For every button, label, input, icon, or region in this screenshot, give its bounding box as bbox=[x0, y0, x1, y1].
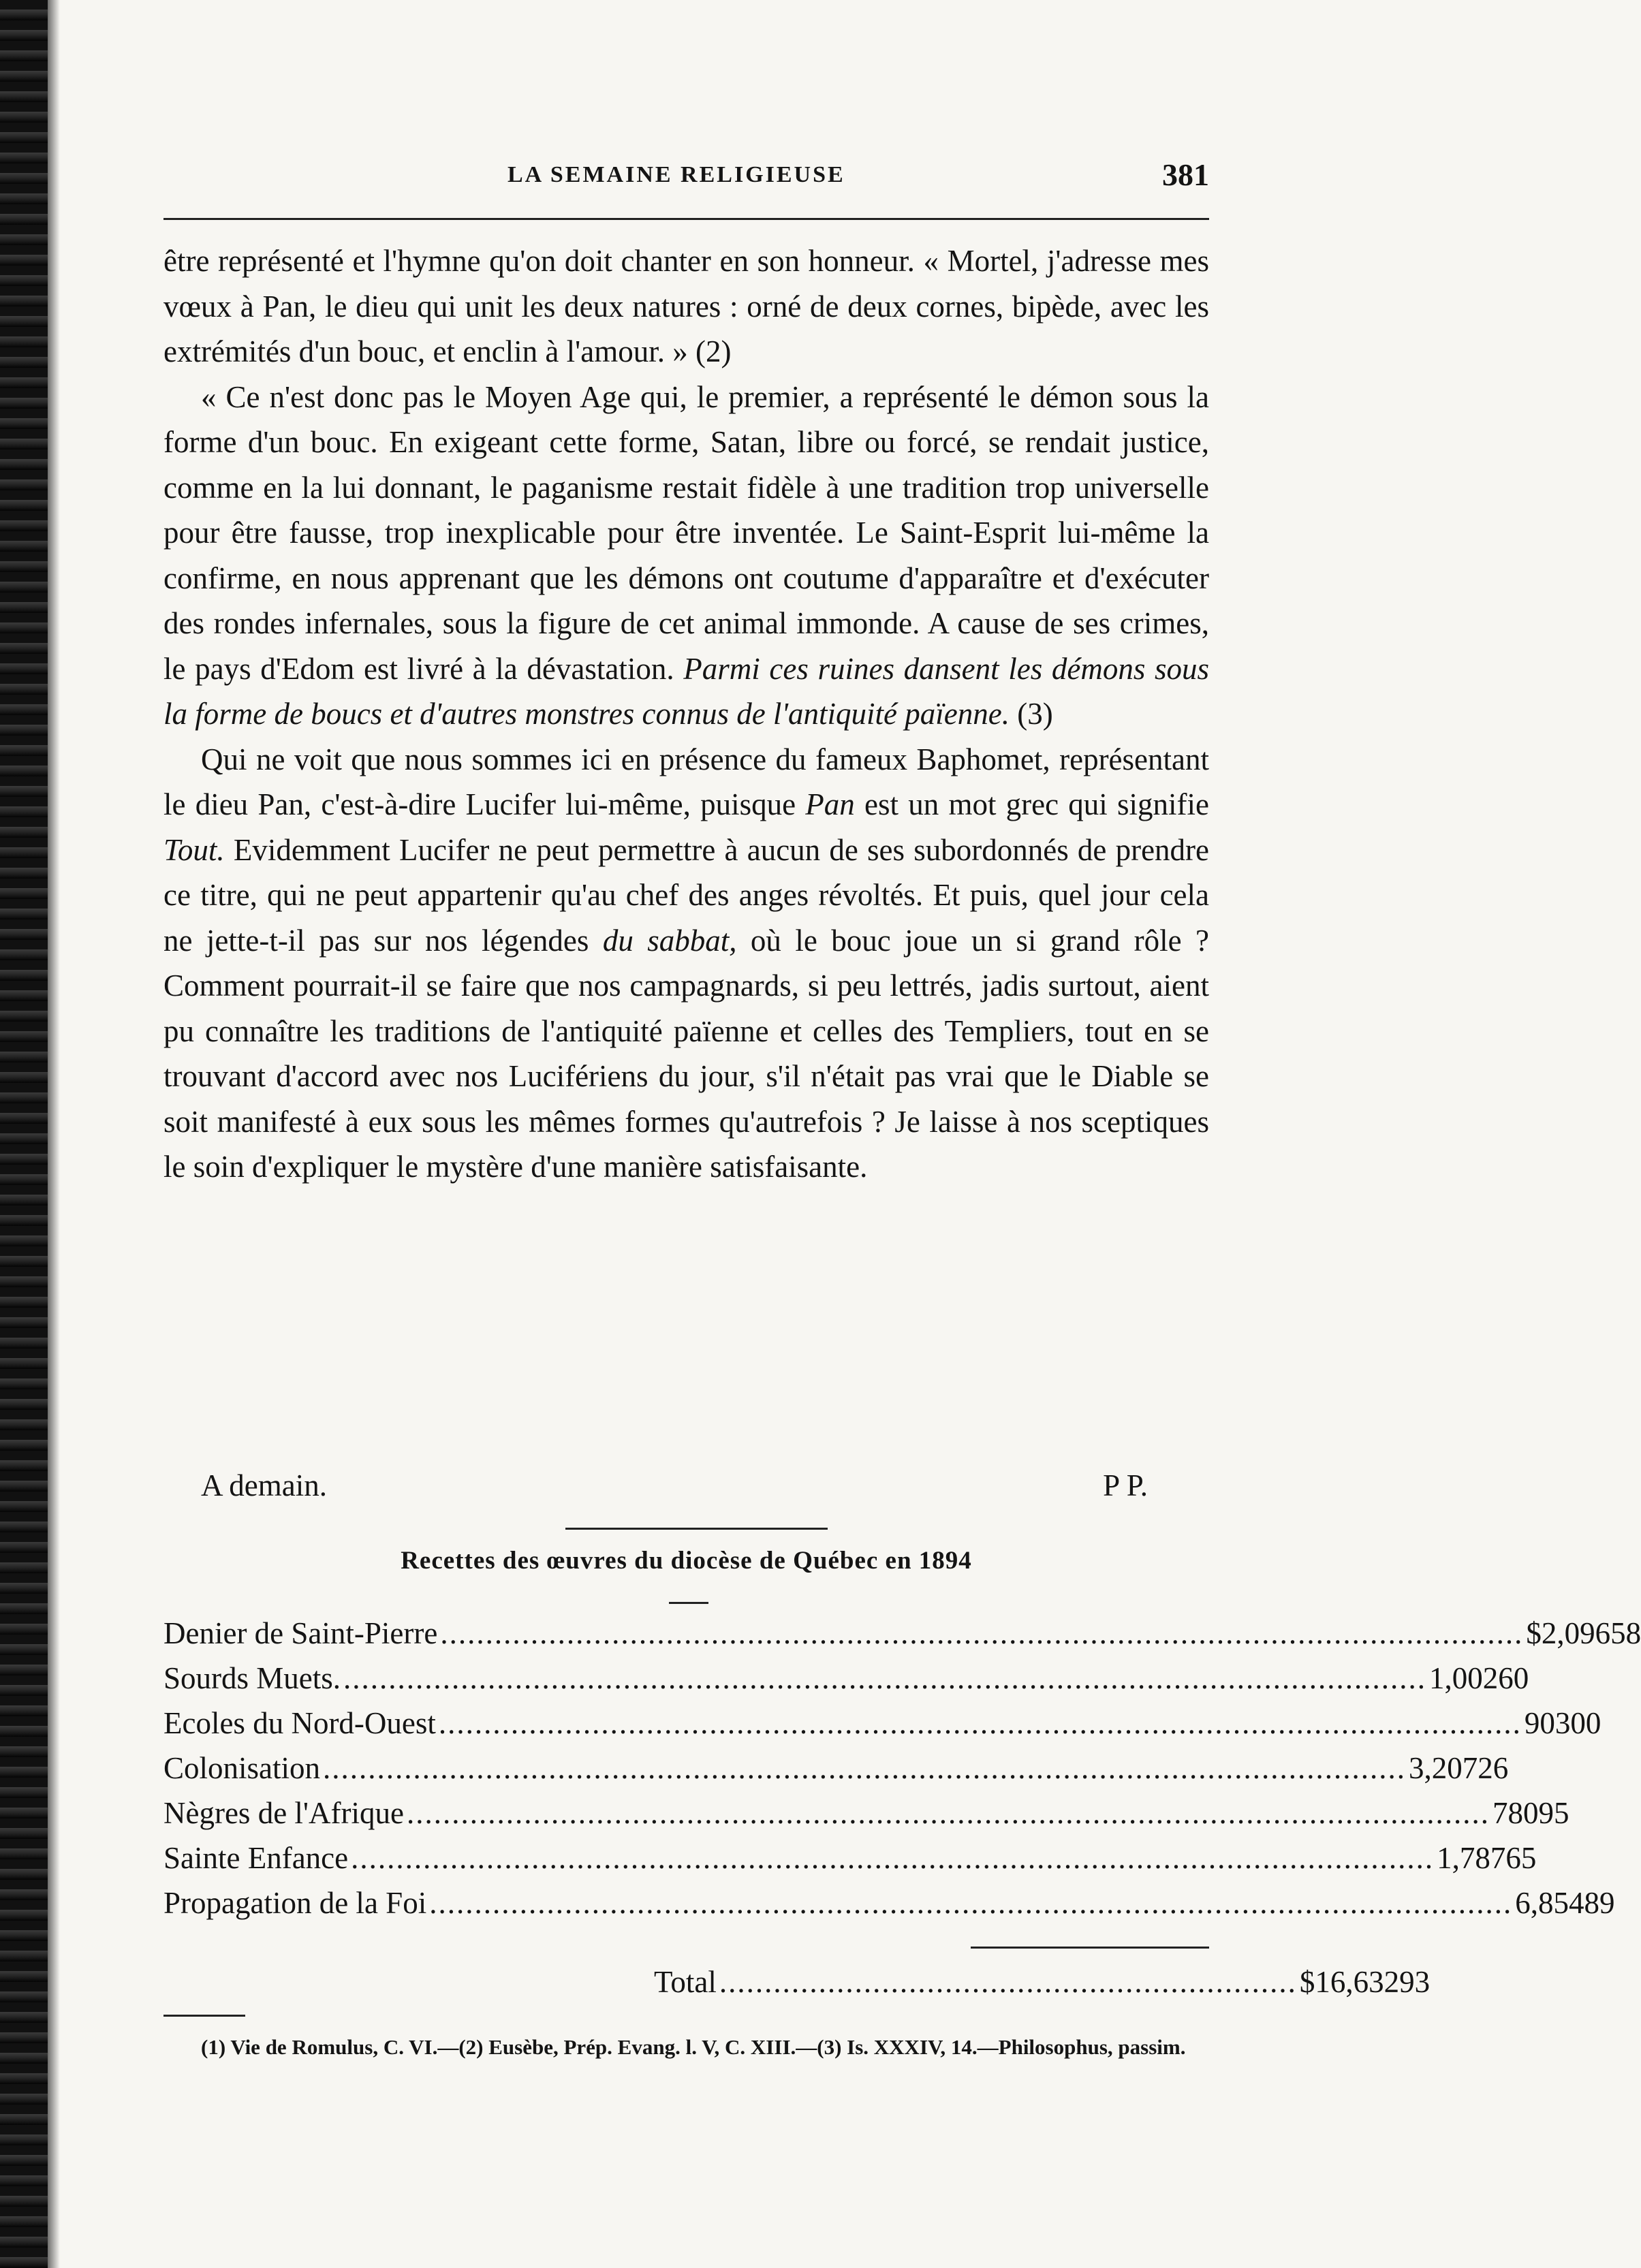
row-amount: 1,002 bbox=[1429, 1661, 1499, 1695]
paragraph-3 bbox=[163, 737, 1209, 1190]
footnote-rule bbox=[163, 2015, 245, 2017]
row-cents: 58 bbox=[1610, 1616, 1641, 1650]
row-cents: 95 bbox=[1538, 1796, 1569, 1830]
recettes-table bbox=[163, 1611, 1641, 1925]
running-header bbox=[163, 157, 1209, 203]
leader-dots: ................................................................ bbox=[719, 1965, 1297, 1999]
total-amount: $16,632 bbox=[1299, 1965, 1400, 1999]
page-number: 381 bbox=[1162, 157, 1209, 192]
header-rule bbox=[163, 218, 1209, 220]
word-tout: Tout. bbox=[163, 832, 225, 867]
table-row bbox=[163, 1746, 1509, 1791]
table-row bbox=[163, 1656, 1529, 1701]
row-label: Denier de Saint-Pierre bbox=[163, 1616, 438, 1650]
row-label: Sainte Enfance bbox=[163, 1841, 349, 1875]
leader-dots: ........................................................................................................................ bbox=[323, 1751, 1407, 1785]
paragraph-1: être représenté et l'hymne qu'on doit chanter en son honneur. « Mortel, j'adresse mes vœux à Pan, le dieu qui unit les deux natures : orné de deux cornes, bipède, avec les extrémités d'un bouc, et enclin à l'amour. » (2) bbox=[163, 244, 1209, 368]
leader-dots: ........................................................................................................................ bbox=[429, 1886, 1513, 1920]
total-cents: 93 bbox=[1399, 1965, 1431, 1999]
leader-dots: ........................................................................................................................ bbox=[351, 1841, 1435, 1875]
row-cents: 65 bbox=[1505, 1841, 1537, 1875]
paragraph-3-part-d: où le bouc joue un si grand rôle ? Comment pourrait-il se faire que nos campagnards, si peu lettrés, jadis surtout, aient pu connaître les traditions de l'antiquité païenne et celles des Templiers, tout en se trouvant d'accord avec nos Lucifériens du jour, s'il n'était pas vrai que le Diable se soit manifesté à eux sous les mêmes formes qu'autrefois ? Je laisse à nos sceptiques le soin d'expliquer le mystère d'une manière satisfaisante. bbox=[163, 923, 1210, 1184]
leader-dots: ........................................................................................................................ bbox=[406, 1796, 1490, 1830]
paragraph-2-text: « Ce n'est donc pas le Moyen Age qui, le premier, a représenté le démon sous la forme d'un bouc. En exigeant cette forme, Satan, libre ou forcé, se rendait justice, comme en la lui donnant, le paganisme restait fidèle à une tradition trop universelle pour être fausse, trop inexplicable pour être inventée. Le Saint-Esprit lui-même la confirme, en nous apprenant que les démons ont coutume d'apparaître et d'exécuter des rondes infernales, sous la figure de cet animal immonde. A cause de ses crimes, le pays d'Edom est livré à la dévastation. bbox=[163, 379, 1209, 686]
title-underline bbox=[669, 1602, 708, 1604]
row-cents: 26 bbox=[1478, 1751, 1509, 1785]
leader-dots: ........................................................................................................................ bbox=[343, 1661, 1427, 1695]
footnote-ref-3: (3) bbox=[1017, 697, 1053, 731]
table-row bbox=[163, 1701, 1601, 1746]
recettes-title: Recettes des œuvres du diocèse de Québec en 1894 bbox=[401, 1547, 972, 1575]
row-amount: 3,207 bbox=[1409, 1751, 1478, 1785]
binding-shadow bbox=[48, 0, 60, 2268]
total-row bbox=[654, 1958, 1431, 2006]
running-title: LA SEMAINE RELIGIEUSE bbox=[507, 162, 845, 187]
row-label: Sourds Muets. bbox=[163, 1661, 341, 1695]
row-label: Nègres de l'Afrique bbox=[163, 1796, 404, 1830]
footnote-text: (1) Vie de Romulus, C. VI.—(2) Eusèbe, Prép. Evang. l. V, C. XIII.—(3) Is. XXXIV, 14.—Philosophus, passim. bbox=[201, 2035, 1186, 2059]
word-pan: Pan bbox=[805, 787, 855, 821]
row-dollar-sign: $ bbox=[1526, 1616, 1542, 1650]
row-amount: 903 bbox=[1524, 1706, 1571, 1740]
book-binding-edge bbox=[0, 0, 48, 2268]
row-cents: 00 bbox=[1570, 1706, 1601, 1740]
closing-phrase: A demain. bbox=[201, 1468, 327, 1502]
total-rule bbox=[971, 1947, 1209, 1949]
paragraph-3-part-a: Qui ne voit que nous sommes ici en présence du fameux Baphomet, représentant le dieu Pan, c'est-à-dire Lucifer lui-même, puisque bbox=[163, 742, 1209, 821]
row-label: Colonisation bbox=[163, 1751, 321, 1785]
row-amount: 6,854 bbox=[1515, 1886, 1584, 1920]
signature-line bbox=[163, 1468, 1209, 1515]
row-amount: 780 bbox=[1492, 1796, 1539, 1830]
paragraph-2-quote: Parmi ces ruines dansent les démons sous la forme de boucs et d'autres monstres connus de l'antiquité païenne. bbox=[163, 651, 1209, 731]
section-separator bbox=[565, 1528, 828, 1530]
row-label: Ecoles du Nord-Ouest bbox=[163, 1706, 436, 1740]
leader-dots: ........................................................................................................................ bbox=[438, 1706, 1522, 1740]
paragraph-2 bbox=[163, 375, 1209, 737]
paragraph-3-part-c: Evidemment Lucifer ne peut permettre à aucun de ses subordonnés de prendre ce titre, qui ne peut appartenir qu'au chef des anges révoltés. Et puis, quel jour cela ne jette-t-il pas sur nos légendes bbox=[163, 832, 1209, 958]
row-label: Propagation de la Foi bbox=[163, 1886, 427, 1920]
author-initials: P P. bbox=[1103, 1468, 1148, 1502]
table-row bbox=[163, 1791, 1569, 1836]
table-row bbox=[163, 1880, 1615, 1925]
paragraph-3-part-b: est un mot grec qui signifie bbox=[864, 787, 1210, 821]
row-cents: 89 bbox=[1584, 1886, 1615, 1920]
table-row bbox=[163, 1611, 1641, 1656]
table-row bbox=[163, 1836, 1537, 1880]
leader-dots: ........................................................................................................................ bbox=[440, 1616, 1524, 1650]
total-label: Total bbox=[654, 1965, 717, 1999]
row-amount: 1,787 bbox=[1437, 1841, 1506, 1875]
footnotes bbox=[163, 2030, 1209, 2065]
word-sabbat: du sabbat, bbox=[602, 923, 737, 958]
row-cents: 60 bbox=[1498, 1661, 1529, 1695]
row-amount: 2,096 bbox=[1541, 1616, 1611, 1650]
article-body bbox=[163, 238, 1209, 1190]
